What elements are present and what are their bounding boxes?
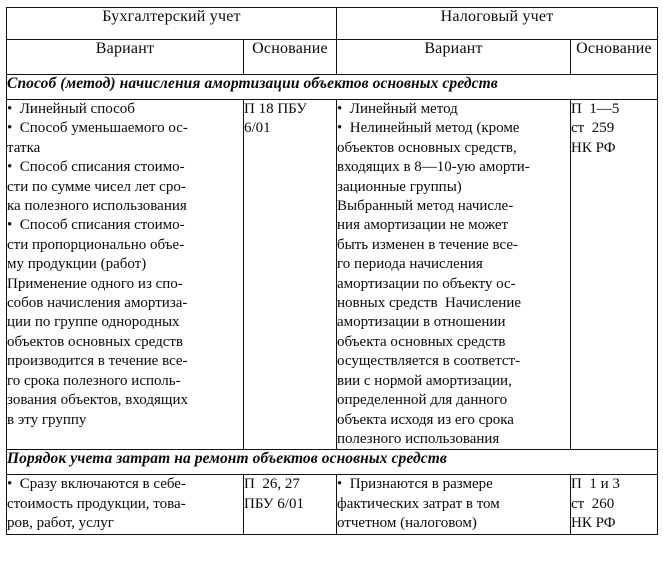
- text-line: татка: [7, 139, 41, 156]
- text-line: 6/01: [244, 120, 271, 137]
- text-line: полезного использования: [337, 430, 500, 447]
- text-line: амортизации по объекту ос-: [337, 275, 516, 292]
- text-line: сти по сумме чисел лет сро-: [7, 178, 186, 195]
- text-line: входящих в 8—10-ую аморти-: [337, 159, 530, 176]
- text-line: П 26, 27: [244, 476, 300, 493]
- text-line: объекта основных средств: [337, 333, 506, 350]
- text-line: в эту группу: [7, 411, 87, 428]
- text-line: сти пропорционально объе-: [7, 236, 185, 253]
- text-line: го периода начисления: [337, 256, 483, 273]
- text-line: П 1—5: [571, 101, 620, 117]
- text-line: объектов основных средств,: [337, 139, 517, 156]
- text-line: быть изменен в течение все-: [337, 236, 519, 253]
- section-title-row: [7, 75, 658, 100]
- text-line: • Способ списания стоимо-: [7, 159, 185, 176]
- text-line: собов начисления амортиза-: [7, 295, 188, 312]
- text-line: вии с нормой амортизации,: [337, 372, 512, 389]
- text-line: ст 259: [571, 120, 615, 137]
- cell-nu-osnovanie-depreciation: [571, 100, 658, 450]
- text-line: фактических затрат в том: [337, 495, 500, 512]
- text-line: отчетном (налоговом): [337, 515, 477, 532]
- header-nu-variant: Вариант: [337, 40, 571, 75]
- text-line: Применение одного из спо-: [7, 275, 183, 292]
- text-line: • Способ списания стоимо-: [7, 217, 185, 234]
- text-line: производится в течение все-: [7, 353, 188, 370]
- text-line: Выбранный метод начисле-: [337, 198, 514, 215]
- text-line: НК РФ: [571, 515, 616, 532]
- header-bu-variant: Вариант: [7, 40, 244, 75]
- text-line: П 1 и 3: [571, 476, 620, 493]
- text-line: ПБУ 6/01: [244, 495, 304, 512]
- header-accounting-group: Бухгалтерский учет: [7, 8, 337, 40]
- header-bu-osnovanie: Основание: [244, 40, 337, 75]
- text-line: • Нелинейный метод (кроме: [337, 120, 520, 137]
- text-line: объектов основных средств: [7, 333, 183, 350]
- text-line: стоимость продукции, това-: [7, 495, 186, 512]
- header-nu-osnovanie: Основание: [571, 40, 658, 75]
- text-line: НК РФ: [571, 139, 616, 156]
- text-line: осуществляется в соответст-: [337, 353, 521, 370]
- text-line: • Линейный метод: [337, 101, 458, 117]
- table-header-row-sub: [7, 40, 658, 75]
- section-title-row: [7, 450, 658, 475]
- cell-bu-osnovanie-depreciation: [244, 100, 337, 450]
- cell-nu-osnovanie-repair: [571, 475, 658, 534]
- section-title-depreciation: Способ (метод) начисления амортизации объектов основных средств: [7, 75, 658, 100]
- cell-nu-variant-repair: [337, 475, 571, 534]
- text-line: му продукции (работ): [7, 256, 147, 273]
- text-line: ка полезного использования: [7, 198, 187, 215]
- text-line: определенной для данного: [337, 392, 508, 409]
- text-line: ст 260: [571, 495, 615, 512]
- section-title-repair-costs: Порядок учета затрат на ремонт объектов основных средств: [7, 450, 658, 475]
- text-line: го срока полезного исполь-: [7, 372, 181, 389]
- table-row: [7, 100, 658, 450]
- text-line: • Сразу включаются в себе-: [7, 476, 186, 493]
- table-row: [7, 475, 658, 534]
- text-line: объекта исходя из его срока: [337, 411, 514, 428]
- text-line: амортизации в отношении: [337, 314, 506, 331]
- text-line: • Способ уменьшаемого ос-: [7, 120, 188, 137]
- text-line: • Признаются в размере: [337, 476, 493, 493]
- text-line: зационные группы): [337, 178, 462, 195]
- comparison-table: [6, 7, 658, 535]
- text-line: новных средств Начисление: [337, 295, 521, 312]
- cell-bu-variant-repair: [7, 475, 244, 534]
- table-header-row-top: [7, 8, 658, 40]
- header-tax-group: Налоговый учет: [337, 8, 658, 40]
- text-line: ции по группе однородных: [7, 314, 180, 331]
- text-line: ров, работ, услуг: [7, 515, 114, 532]
- text-line: П 18 ПБУ: [244, 101, 307, 117]
- text-line: ния амортизации не может: [337, 217, 509, 234]
- text-line: зования объектов, входящих: [7, 392, 188, 409]
- text-line: • Линейный способ: [7, 101, 135, 117]
- cell-nu-variant-depreciation: [337, 100, 571, 450]
- cell-bu-osnovanie-repair: [244, 475, 337, 534]
- cell-bu-variant-depreciation: [7, 100, 244, 450]
